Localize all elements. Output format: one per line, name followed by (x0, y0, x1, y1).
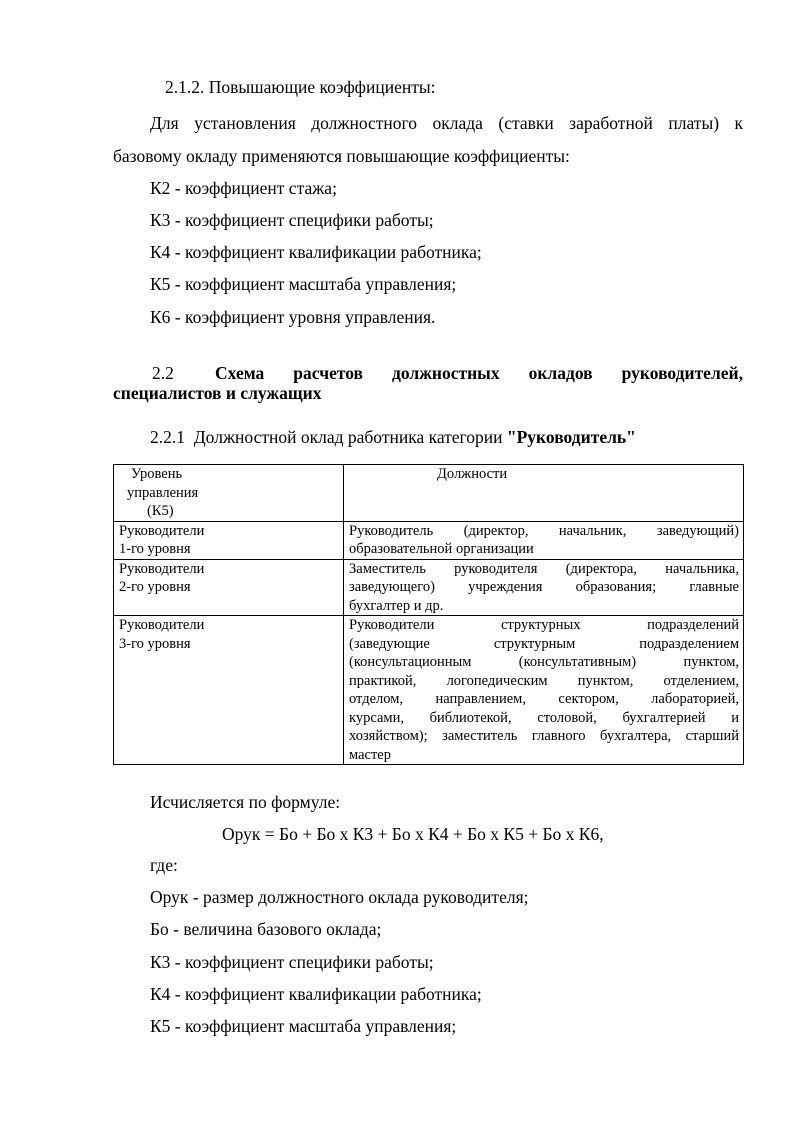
header-level-line-2: управления (127, 484, 199, 501)
positions-line: (заведующие структурным подразделением (349, 635, 739, 652)
positions-line: образовательной организации (349, 541, 534, 557)
header-level-cell (114, 465, 344, 522)
header-positions-cell (344, 465, 744, 522)
level-line-2: 1-го уровня (119, 541, 191, 557)
formula-def-k4: К4 - коэффициент квалификации работника; (150, 984, 482, 1004)
coefficient-item-k3: К3 - коэффициент специфики работы; (150, 210, 434, 230)
positions-line: практикой, логопедическим пунктом, отделением, (349, 672, 739, 689)
table-row (114, 616, 744, 765)
level-cell (114, 559, 344, 616)
positions-line: отделом, направлением, сектором, лабораторией, (349, 691, 739, 707)
header-positions-label: Должности (437, 466, 508, 482)
section-number-2-2: 2.2 (152, 363, 174, 383)
intro-paragraph-line-2: базовому окладу применяются повышающие коэффициенты: (113, 146, 570, 166)
table-row (114, 521, 744, 559)
positions-line: Руководители структурных подразделений (349, 617, 739, 633)
coefficient-item-k5: К5 - коэффициент масштаба управления; (150, 274, 457, 294)
positions-cell (344, 521, 744, 559)
category-name: "Руководитель" (506, 427, 636, 447)
header-level-line-3: (К5) (147, 503, 174, 519)
level-line-1: Руководители (119, 617, 205, 633)
positions-line: Заместитель руководителя (директора, начальника, (349, 560, 739, 577)
coefficient-item-k4: К4 - коэффициент квалификации работника; (150, 242, 482, 262)
coefficient-item-k2: К2 - коэффициент стажа; (150, 178, 337, 198)
table-header-row (114, 465, 744, 522)
positions-line: заведующего) учреждения образования; главные (349, 579, 739, 595)
positions-table (113, 464, 744, 765)
level-line-1: Руководители (119, 560, 205, 577)
positions-cell (344, 559, 744, 616)
level-cell (114, 616, 344, 765)
positions-cell (344, 616, 744, 765)
section-title-2-2-line-2: специалистов и служащих (113, 383, 322, 403)
level-line-2: 3-го уровня (119, 635, 191, 652)
positions-line: курсами, библиотекой, столовой, бухгалтерией и (349, 709, 739, 726)
table-row (114, 559, 744, 616)
formula-def-k3: К3 - коэффициент специфики работы; (150, 952, 434, 972)
level-cell (114, 521, 344, 559)
section-heading-2-2-1 (150, 426, 636, 448)
intro-paragraph-line-1: Для установления должностного оклада (ставки заработной платы) к (150, 113, 743, 133)
positions-line: мастер (349, 746, 391, 763)
formula-expression: Орук = Бо + Бо х К3 + Бо х К4 + Бо х К5 + Бо х К6, (222, 824, 604, 844)
formula-def-oruk: Орук - размер должностного оклада руководителя; (150, 887, 529, 907)
section-heading-2-2-1-prefix: 2.2.1 Должностной оклад работника категории (150, 427, 507, 447)
level-line-1: Руководители (119, 522, 205, 539)
formula-def-k5: К5 - коэффициент масштаба управления; (150, 1016, 457, 1036)
positions-line: Руководитель (директор, начальник, заведующий) (349, 522, 739, 539)
coefficient-item-k6: К6 - коэффициент уровня управления. (150, 307, 436, 327)
section-title-2-2-line-1: Схема расчетов должностных окладов руководителей, (215, 363, 743, 383)
positions-line: (консультационным (консультативным) пунктом, (349, 654, 739, 670)
section-heading-2-1-2: 2.1.2. Повышающие коэффициенты: (165, 77, 436, 97)
level-line-2: 2-го уровня (119, 579, 191, 595)
formula-where: где: (150, 855, 178, 875)
header-level-line-1: Уровень (131, 466, 183, 482)
formula-def-bo: Бо - величина базового оклада; (150, 919, 382, 939)
positions-line: бухгалтер и др. (349, 597, 444, 614)
formula-intro: Исчисляется по формуле: (150, 792, 341, 812)
positions-line: хозяйством); заместитель главного бухгалтера, старший (349, 728, 739, 744)
